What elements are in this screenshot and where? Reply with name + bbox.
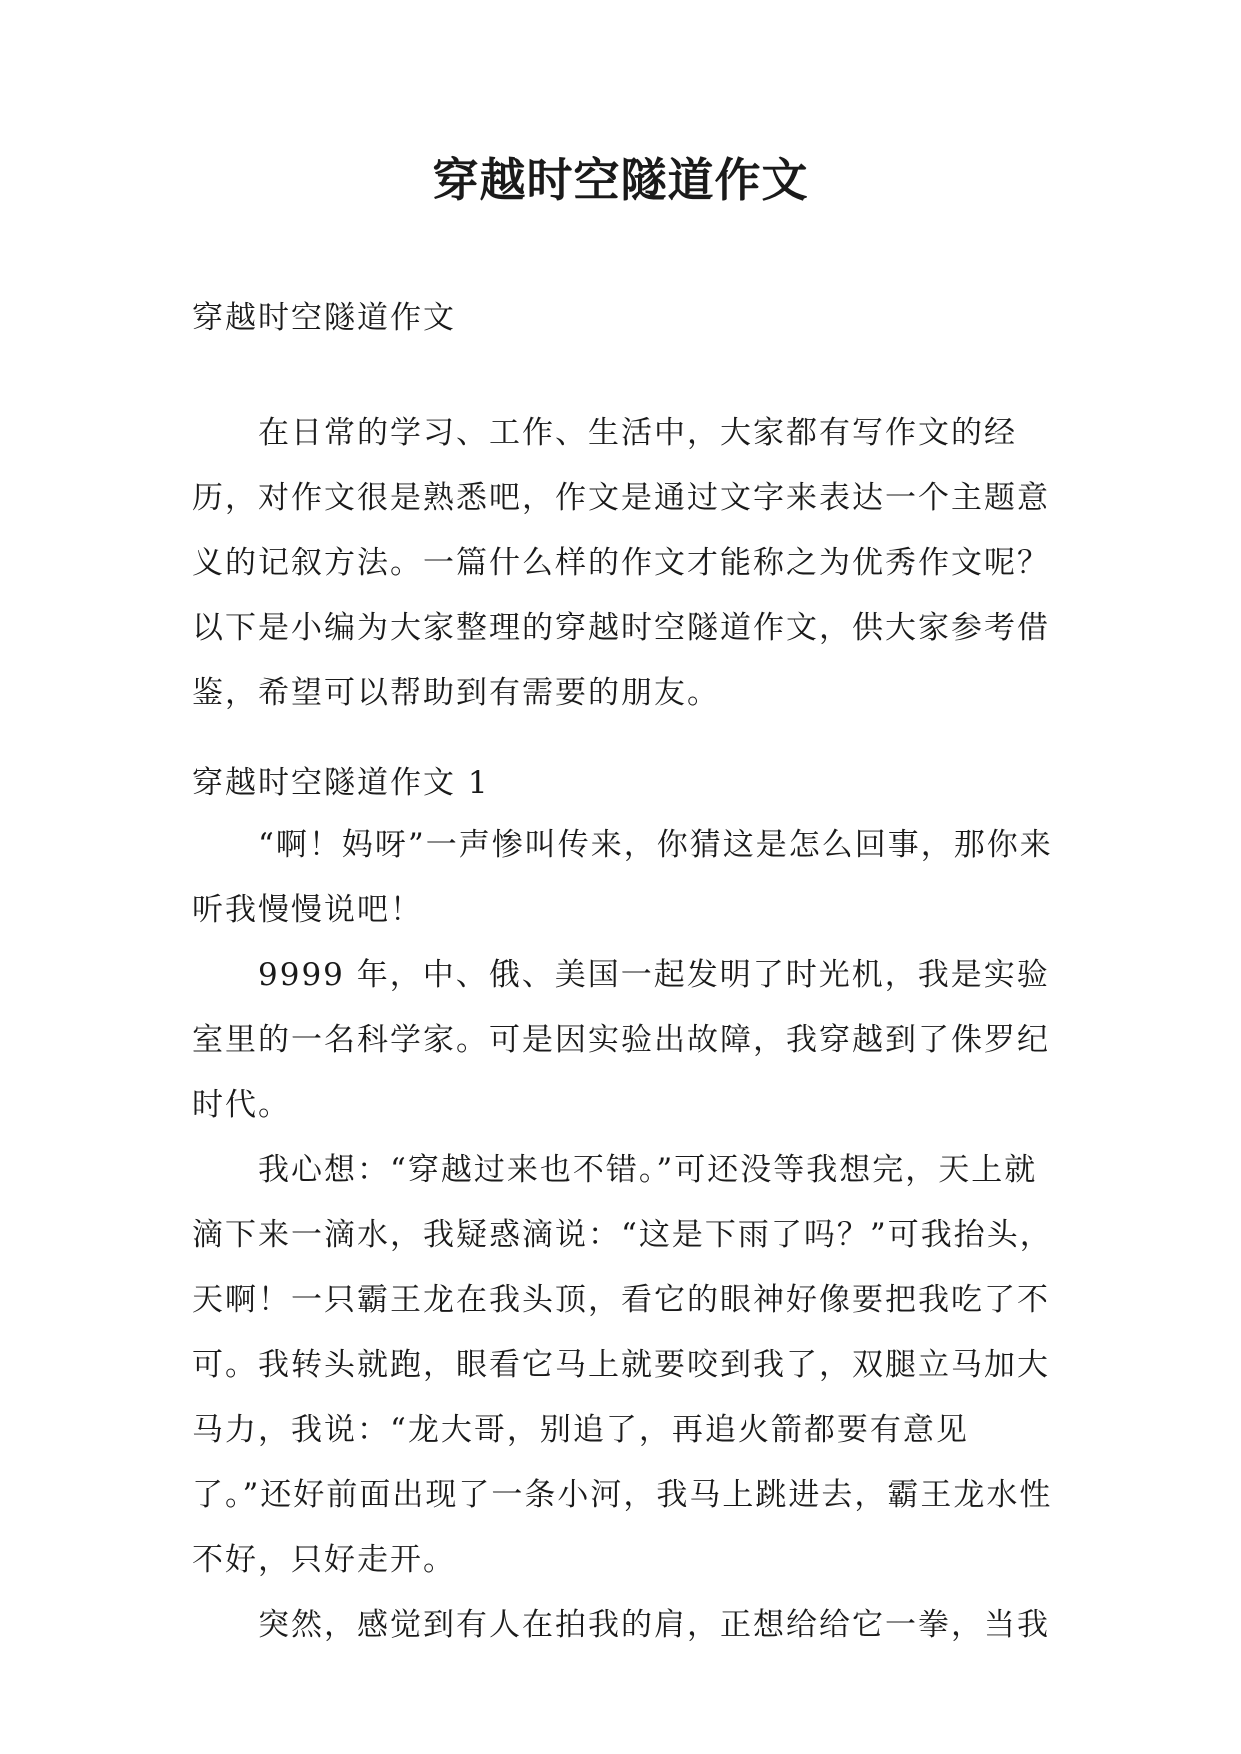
essay-heading: 穿越时空隧道作文 1 <box>192 765 490 801</box>
intro-paragraph: 在日常的学习、工作、生活中，大家都有写作文的经历，对作文很是熟悉吧，作文是通过文字来表达一个主题意义的记叙方法。一篇什么样的作文才能称之为优秀作文呢？以下是小编为大家整理的穿越时空隧道作文，供大家参考借鉴，希望可以帮助到有需要的朋友。 <box>192 415 1050 711</box>
essay-paragraph: 我心想：“穿越过来也不错。”可还没等我想完，天上就滴下来一滴水，我疑惑滴说：“这是下雨了吗？”可我抬头，天啊！一只霸王龙在我头顶，看它的眼神好像要把我吃了不可。我转头就跑，眼看它马上就要咬到我了，双腿立马加大马力，我说：“龙大哥，别追了，再追火箭都要有意见了。”还好前面出现了一条小河，我马上跳进去，霸王龙水性不好，只好走开。 <box>192 1152 1053 1578</box>
essay-body <box>192 813 1062 1658</box>
essay-paragraph: 突然，感觉到有人在拍我的肩，正想给给它一拳，当我 <box>258 1607 1050 1643</box>
document-subtitle: 穿越时空隧道作文 <box>192 300 456 336</box>
essay-paragraph: “啊！妈呀”一声惨叫传来，你猜这是怎么回事，那你来听我慢慢说吧！ <box>192 827 1053 928</box>
document-title: 穿越时空隧道作文 <box>432 153 809 207</box>
essay-paragraph: 9999 年，中、俄、美国一起发明了时光机，我是实验室里的一名科学家。可是因实验出故障，我穿越到了侏罗纪时代。 <box>192 957 1050 1123</box>
